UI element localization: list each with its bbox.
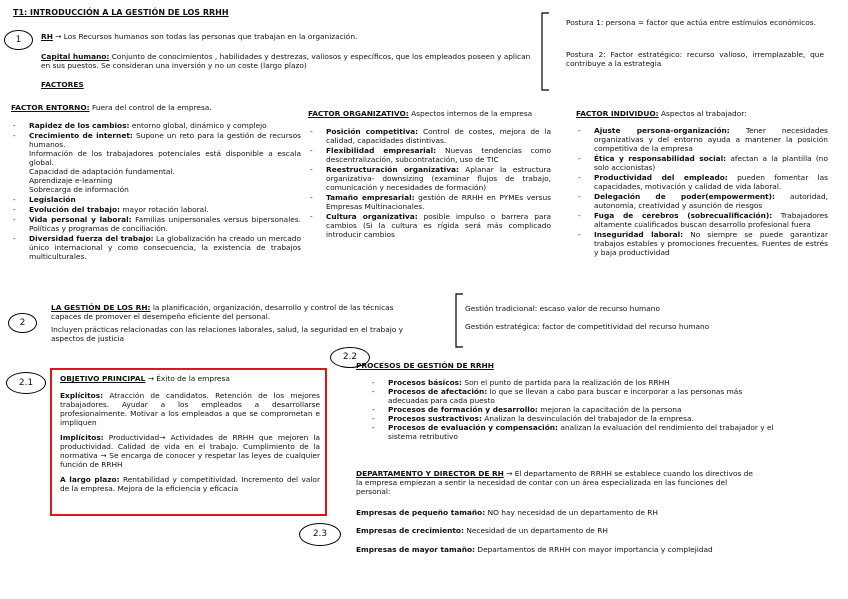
departamento-heading: DEPARTAMENTO Y DIRECTOR DE RH bbox=[356, 469, 504, 478]
list-item: - Tamaño empresarial: gestión de RRHH en PYMEs versus Empresas Multinacionales. bbox=[308, 193, 551, 211]
factor-entorno-heading: FACTOR ENTORNO: bbox=[11, 103, 90, 112]
capital-humano-label: Capital humano: bbox=[41, 52, 110, 61]
list-item: - Inseguridad laboral: No siempre se puede garantizar trabajos estables y promociones frecuentes. Fuentes de estrés y baja productividad bbox=[576, 230, 828, 257]
factor-organizativo bbox=[308, 109, 551, 240]
list-item: - Posición competitiva: Control de costes, mejora de la calidad, capacidades distintivas. bbox=[308, 127, 551, 145]
list-item: - Procesos de formación y desarrollo: mejoran la capacitación de la persona bbox=[370, 405, 776, 414]
factor-organizativo-list bbox=[308, 127, 551, 239]
gestion-rh-text: la planificación, organización, desarrollo y control de las técnicas capaces de promover el desempeño eficiente del personal. bbox=[51, 303, 394, 321]
section-number-2-2: 2.2 bbox=[330, 347, 370, 368]
objetivo-heading: OBJETIVO PRINCIPAL bbox=[60, 374, 146, 383]
gestion-tradicional: Gestión tradicional: escaso valor de recurso humano bbox=[465, 304, 660, 313]
list-item: - Crecimiento de internet: Supone un reto para la gestión de recursos humanos. bbox=[11, 131, 301, 149]
factor-organizativo-desc: Aspectos internos de la empresa bbox=[411, 109, 533, 118]
list-item: - Ajuste persona-organización: Tener necesidades organizativas y del entorno ayuda a mantener la posición competitiva de la empresa bbox=[576, 126, 828, 153]
list-item: - Evolución del trabajo: mayor rotación laboral. bbox=[11, 205, 301, 214]
implicitos-label: Implícitos: bbox=[60, 433, 104, 442]
section-number-1: 1 bbox=[4, 30, 33, 50]
factor-individuo-desc: Aspectos al trabajador: bbox=[660, 109, 747, 118]
factor-organizativo-heading: FACTOR ORGANIZATIVO: bbox=[308, 109, 409, 118]
explicitos-text: Atracción de candidatos. Retención de los mejores trabajadores. Ayudar a los empleados a desarrollarse profesionalmente. Motivar a los empleados a que se comprometan e impliquen bbox=[60, 391, 320, 427]
list-item: - Vida personal y laboral: Familias unipersonales versus bipersonales. Políticas y programas de conciliación. bbox=[11, 215, 301, 233]
empresas-pequeno: Empresas de pequeño tamaño: NO hay necesidad de un departamento de RH bbox=[356, 508, 658, 517]
section-number-2-1: 2.1 bbox=[6, 372, 46, 394]
factor-individuo bbox=[576, 109, 828, 258]
list-item: - Diversidad fuerza del trabajo: La globalización ha creado un mercado único internacional y como consecuencia, la existencia de trabajos multiculturales. bbox=[11, 234, 301, 261]
list-item: - Productividad del empleado: pueden fomentar las capacidades, motivación y calidad de vida laboral. bbox=[576, 173, 828, 191]
factor-entorno-list bbox=[11, 121, 301, 261]
section-number-2: 2 bbox=[8, 313, 37, 333]
gestion-rh-text-2: Incluyen prácticas relacionadas con las relaciones laborales, salud, la seguridad en el trabajo y aspectos de justicia bbox=[51, 325, 404, 343]
rh-text: → Los Recursos humanos son todas las personas que trabajan en la organización. bbox=[55, 32, 358, 41]
empresas-mayor: Empresas de mayor tamaño: Departamentos de RRHH con mayor importancia y complejidad bbox=[356, 545, 713, 554]
postura-2: Postura 2: Factor estratégico: recurso valioso, irremplazable, que contribuye a la estrategia bbox=[566, 50, 824, 68]
objetivo-heading-text: → Éxito de la empresa bbox=[147, 374, 230, 383]
procesos-heading: PROCESOS DE GESTIÓN DE RRHH bbox=[356, 361, 494, 370]
list-item: - Procesos sustractivos: Analizan la desvinculación del trabajador de la empresa. bbox=[370, 414, 776, 423]
page-title: T1: INTRODUCCIÓN A LA GESTIÓN DE LOS RRHH bbox=[13, 8, 229, 17]
procesos-gestion bbox=[356, 361, 776, 441]
rh-label: RH bbox=[41, 32, 53, 41]
internet-detail: Información de los trabajadores potenciales está disponible a escala global. Capacidad de adaptación fundamental. Aprendizaje e-learning Sobrecarga de información bbox=[29, 149, 301, 194]
procesos-list bbox=[370, 378, 776, 441]
postura-1: Postura 1: persona = factor que actúa entre estímulos económicos. bbox=[566, 18, 816, 27]
list-item: - Flexibilidad empresarial: Nuevas tendencias como descentralización, subcontratación, uso de TIC bbox=[308, 146, 551, 164]
departamento-director bbox=[356, 469, 756, 496]
factor-individuo-list bbox=[576, 126, 828, 257]
list-item: - Fuga de cerebros (sobrecualificación): Trabajadores altamente cualificados buscan desarrollo profesional fuera bbox=[576, 211, 828, 229]
factor-individuo-heading: FACTOR INDIVIDUO: bbox=[576, 109, 659, 118]
empresas-crecimiento: Empresas de crecimiento: Necesidad de un departamento de RH bbox=[356, 526, 608, 535]
list-item: - Legislación bbox=[11, 195, 301, 204]
gestion-rh bbox=[51, 303, 421, 343]
section-number-2-3: 2.3 bbox=[299, 523, 341, 546]
list-item: - Cultura organizativa: posible impulso o barrera para cambios (Si la cultura es rígida será más complicado introducir cambios bbox=[308, 212, 551, 239]
capital-humano-definition bbox=[41, 52, 531, 70]
list-item: - Ética y responsabilidad social: afectan a la plantilla (no solo accionistas) bbox=[576, 154, 828, 172]
factor-entorno bbox=[11, 103, 301, 262]
explicitos-label: Explícitos: bbox=[60, 391, 104, 400]
rh-definition bbox=[41, 32, 521, 41]
posturas-bracket bbox=[537, 12, 551, 92]
factor-entorno-desc: Fuera del control de la empresa. bbox=[91, 103, 212, 112]
list-item: - Rapidez de los cambios: entorno global, dinámico y complejo bbox=[11, 121, 301, 130]
largo-plazo-label: A largo plazo: bbox=[60, 475, 120, 484]
factores-heading: FACTORES bbox=[41, 80, 84, 89]
gestion-estrategica: Gestión estratégica: factor de competitividad del recurso humano bbox=[465, 322, 710, 331]
departamento-text: → El departamento de RRHH se establece cuando los directivos de la empresa empiezan a sentir la necesidad de contar con un área especializada en las funciones del personal: bbox=[356, 469, 753, 496]
objetivo-principal bbox=[60, 374, 320, 493]
implicitos-text: Productividad→ Actividades de RRHH que mejoren la productividad. Calidad de vida en el trabajo. Cumplimiento de la normativa → Se encarga de conocer y respetar las leyes de cualquier función de RRHH bbox=[60, 433, 320, 469]
list-item: - Procesos de evaluación y compensación: analizan la evaluación del rendimiento del trabajador y el sistema retributivo bbox=[370, 423, 776, 441]
list-item: - Procesos de afectación: lo que se llevan a cabo para buscar e incorporar a las personas más adecuadas para cada puesto bbox=[370, 387, 776, 405]
gestion-bracket bbox=[451, 293, 465, 349]
gestion-rh-heading: LA GESTIÓN DE LOS RH: bbox=[51, 303, 151, 312]
list-item: - Procesos básicos: Son el punto de partida para la realización de los RRHH bbox=[370, 378, 776, 387]
list-item: - Reestructuración organizativa: Aplanar la estructura organizativa- downsizing (examinar flujos de trabajo, comunicación y necesidades de formación) bbox=[308, 165, 551, 192]
list-item: - Delegación de poder(empowerment): autoridad, autonomía, creatividad y asunción de riesgos bbox=[576, 192, 828, 210]
capital-humano-text: Conjunto de conocimientos , habilidades y destrezas, valiosos y específicos, que los empleados poseen y aplican en sus puestos. Se consideran una inversión y no un coste (largo plazo) bbox=[41, 52, 531, 70]
largo-plazo-text: Rentabilidad y competitividad. Incremento del valor de la empresa. Mejora de la eficiencia y eficacia bbox=[60, 475, 320, 493]
